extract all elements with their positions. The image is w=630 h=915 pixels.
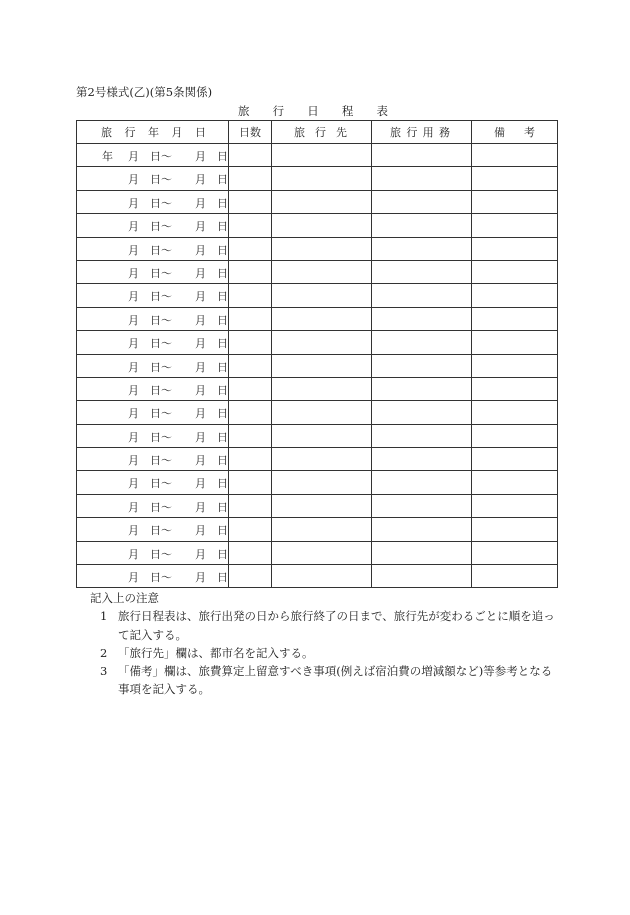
table-title	[238, 103, 388, 119]
table-row	[77, 307, 558, 330]
table-row	[77, 377, 558, 400]
note-item	[100, 644, 560, 662]
purpose-cell[interactable]	[372, 377, 472, 400]
destination-cell[interactable]	[272, 167, 372, 190]
purpose-cell[interactable]	[372, 565, 472, 588]
destination-cell[interactable]	[272, 401, 372, 424]
date-cell[interactable]	[77, 377, 229, 400]
date-day-to: 日	[217, 173, 228, 187]
date-day-to: 日	[217, 196, 228, 210]
date-month-from: 月	[128, 313, 139, 327]
date-day-to: 日	[217, 243, 228, 257]
note-text: 旅行日程表は、旅行出発の日から旅行終了の日まで、旅行先が変わるごとに順を追って記入する。	[118, 609, 555, 642]
purpose-cell[interactable]	[372, 214, 472, 237]
title-char: 表	[376, 104, 388, 118]
purpose-cell[interactable]	[372, 307, 472, 330]
table-row	[77, 494, 558, 517]
date-day-from: 日〜	[150, 313, 172, 327]
date-month-to: 月	[195, 313, 206, 327]
destination-cell[interactable]	[272, 354, 372, 377]
purpose-cell[interactable]	[372, 260, 472, 283]
table-row	[77, 237, 558, 260]
date-day-from: 日〜	[150, 337, 172, 351]
date-month-to: 月	[195, 524, 206, 538]
date-month-from: 月	[128, 500, 139, 514]
days-cell[interactable]	[229, 565, 272, 588]
table-row	[77, 424, 558, 447]
date-day-to: 日	[217, 524, 228, 538]
remarks-cell[interactable]	[472, 424, 558, 447]
date-day-from: 日〜	[150, 360, 172, 374]
remarks-cell[interactable]	[472, 354, 558, 377]
table-row	[77, 401, 558, 424]
days-cell[interactable]	[229, 354, 272, 377]
remarks-cell[interactable]	[472, 448, 558, 471]
purpose-cell[interactable]	[372, 424, 472, 447]
destination-cell[interactable]	[272, 331, 372, 354]
note-text: 「旅行先」欄は、都市名を記入する。	[118, 645, 314, 660]
header-purpose: 旅 行 用 務	[372, 121, 472, 144]
destination-cell[interactable]	[272, 377, 372, 400]
date-day-from: 日〜	[150, 243, 172, 257]
date-month-to: 月	[195, 547, 206, 561]
date-day-to: 日	[217, 547, 228, 561]
days-cell[interactable]	[229, 518, 272, 541]
header-destination: 旅 行 先	[272, 121, 372, 144]
date-cell[interactable]	[77, 401, 229, 424]
date-month-to: 月	[195, 196, 206, 210]
title-char: 行	[272, 104, 285, 118]
purpose-cell[interactable]	[372, 167, 472, 190]
date-day-to: 日	[217, 313, 228, 327]
purpose-cell[interactable]	[372, 541, 472, 564]
date-day-from: 日〜	[150, 454, 172, 468]
date-month-from: 月	[128, 360, 139, 374]
notes-heading: 記入上の注意	[90, 591, 159, 605]
date-month-to: 月	[195, 383, 206, 397]
remarks-cell[interactable]	[472, 494, 558, 517]
date-cell[interactable]	[77, 214, 229, 237]
title-char: 旅	[238, 104, 250, 118]
date-cell[interactable]	[77, 448, 229, 471]
days-cell[interactable]	[229, 284, 272, 307]
days-cell[interactable]	[229, 260, 272, 283]
destination-cell[interactable]	[272, 518, 372, 541]
date-day-to: 日	[217, 266, 228, 280]
table-row	[77, 331, 558, 354]
date-month-from: 月	[128, 266, 139, 280]
date-cell[interactable]	[77, 494, 229, 517]
date-cell[interactable]	[77, 354, 229, 377]
date-day-to: 日	[217, 220, 228, 234]
date-day-to: 日	[217, 454, 228, 468]
table-row	[77, 448, 558, 471]
destination-cell[interactable]	[272, 494, 372, 517]
date-month-from: 月	[128, 243, 139, 257]
date-day-from: 日〜	[150, 430, 172, 444]
date-month-to: 月	[195, 337, 206, 351]
date-month-to: 月	[195, 477, 206, 491]
date-cell[interactable]	[77, 284, 229, 307]
days-cell[interactable]	[229, 144, 272, 167]
destination-cell[interactable]	[272, 284, 372, 307]
date-day-to: 日	[217, 337, 228, 351]
remarks-cell[interactable]	[472, 401, 558, 424]
days-cell[interactable]	[229, 307, 272, 330]
date-month-from: 月	[128, 407, 139, 421]
days-cell[interactable]	[229, 424, 272, 447]
date-month-from: 月	[128, 547, 139, 561]
date-month-to: 月	[195, 360, 206, 374]
date-cell[interactable]	[77, 144, 229, 167]
days-cell[interactable]	[229, 190, 272, 213]
date-day-to: 日	[217, 571, 228, 585]
days-cell[interactable]	[229, 494, 272, 517]
date-day-to: 日	[217, 360, 228, 374]
remarks-cell[interactable]	[472, 471, 558, 494]
date-cell[interactable]	[77, 471, 229, 494]
date-day-to: 日	[217, 430, 228, 444]
date-month-to: 月	[195, 173, 206, 187]
purpose-cell[interactable]	[372, 331, 472, 354]
date-day-from: 日〜	[150, 196, 172, 210]
destination-cell[interactable]	[272, 307, 372, 330]
date-day-from: 日〜	[150, 500, 172, 514]
date-day-to: 日	[217, 477, 228, 491]
purpose-cell[interactable]	[372, 448, 472, 471]
date-cell[interactable]	[77, 237, 229, 260]
purpose-cell[interactable]	[372, 284, 472, 307]
date-month-from: 月	[128, 337, 139, 351]
date-cell[interactable]	[77, 260, 229, 283]
destination-cell[interactable]	[272, 190, 372, 213]
purpose-cell[interactable]	[372, 144, 472, 167]
days-cell[interactable]	[229, 541, 272, 564]
date-month-from: 月	[128, 220, 139, 234]
header-days: 日数	[229, 121, 272, 144]
date-month-to: 月	[195, 243, 206, 257]
date-month-from: 月	[128, 524, 139, 538]
table-row	[77, 354, 558, 377]
purpose-cell[interactable]	[372, 190, 472, 213]
date-year: 年	[102, 150, 113, 163]
date-month-to: 月	[195, 454, 206, 468]
days-cell[interactable]	[229, 448, 272, 471]
purpose-cell[interactable]	[372, 471, 472, 494]
remarks-cell[interactable]	[472, 190, 558, 213]
date-month-to: 月	[195, 430, 206, 444]
purpose-cell[interactable]	[372, 354, 472, 377]
days-cell[interactable]	[229, 377, 272, 400]
date-day-from: 日〜	[150, 547, 172, 561]
header-remarks: 備 考	[472, 121, 558, 144]
date-cell[interactable]	[77, 331, 229, 354]
date-day-from: 日〜	[150, 173, 172, 187]
destination-cell[interactable]	[272, 144, 372, 167]
header-row	[77, 121, 558, 144]
date-day-to: 日	[217, 500, 228, 514]
date-month-to: 月	[195, 407, 206, 421]
days-cell[interactable]	[229, 167, 272, 190]
date-month-to: 月	[195, 290, 206, 304]
date-day-from: 日〜	[150, 407, 172, 421]
days-cell[interactable]	[229, 471, 272, 494]
remarks-cell[interactable]	[472, 144, 558, 167]
purpose-cell[interactable]	[372, 518, 472, 541]
date-cell[interactable]	[77, 541, 229, 564]
date-day-from: 日〜	[150, 477, 172, 491]
purpose-cell[interactable]	[372, 237, 472, 260]
table-row	[77, 214, 558, 237]
date-month-from: 月	[128, 571, 139, 585]
table-row	[77, 471, 558, 494]
destination-cell[interactable]	[272, 237, 372, 260]
remarks-cell[interactable]	[472, 307, 558, 330]
table-row	[77, 541, 558, 564]
date-day-from: 日〜	[150, 383, 172, 397]
date-month-to: 月	[195, 266, 206, 280]
entry-notes	[90, 589, 560, 699]
days-cell[interactable]	[229, 401, 272, 424]
date-month-from: 月	[128, 430, 139, 444]
table-row	[77, 284, 558, 307]
days-cell[interactable]	[229, 214, 272, 237]
title-char: 程	[341, 104, 354, 118]
destination-cell[interactable]	[272, 448, 372, 471]
destination-cell[interactable]	[272, 424, 372, 447]
remarks-cell[interactable]	[472, 377, 558, 400]
table-row	[77, 518, 558, 541]
days-cell[interactable]	[229, 237, 272, 260]
note-item	[100, 607, 560, 644]
days-cell[interactable]	[229, 331, 272, 354]
date-day-to: 日	[217, 150, 228, 163]
date-cell[interactable]	[77, 190, 229, 213]
date-month-from: 月	[128, 173, 139, 187]
note-number: 2	[100, 645, 108, 660]
remarks-cell[interactable]	[472, 541, 558, 564]
date-day-to: 日	[217, 383, 228, 397]
remarks-cell[interactable]	[472, 260, 558, 283]
remarks-cell[interactable]	[472, 518, 558, 541]
date-month-from: 月	[128, 383, 139, 397]
date-cell[interactable]	[77, 565, 229, 588]
destination-cell[interactable]	[272, 214, 372, 237]
date-day-from: 日〜	[150, 290, 172, 304]
note-text: 「備考」欄は、旅費算定上留意すべき事項(例えば宿泊費の増減額など)等参考となる事項を記入する。	[118, 664, 553, 697]
table-row	[77, 260, 558, 283]
header-travel-date: 旅 行 年 月 日	[77, 121, 229, 144]
purpose-cell[interactable]	[372, 494, 472, 517]
date-day-from: 日〜	[150, 266, 172, 280]
remarks-cell[interactable]	[472, 565, 558, 588]
note-number: 3	[100, 664, 108, 679]
date-cell[interactable]	[77, 424, 229, 447]
date-month-to: 月	[195, 220, 206, 234]
table-row	[77, 190, 558, 213]
date-cell[interactable]	[77, 167, 229, 190]
remarks-cell[interactable]	[472, 167, 558, 190]
date-day-from: 日〜	[150, 150, 172, 163]
date-month-to: 月	[195, 571, 206, 585]
itinerary-rows	[77, 144, 558, 588]
date-day-from: 日〜	[150, 220, 172, 234]
date-month-from: 月	[128, 196, 139, 210]
title-char: 日	[307, 104, 319, 118]
date-cell[interactable]	[77, 307, 229, 330]
date-month-from: 月	[128, 290, 139, 304]
date-cell[interactable]	[77, 518, 229, 541]
destination-cell[interactable]	[272, 260, 372, 283]
table-row	[77, 144, 558, 167]
date-month-to: 月	[195, 150, 206, 163]
purpose-cell[interactable]	[372, 401, 472, 424]
remarks-cell[interactable]	[472, 237, 558, 260]
date-month-to: 月	[195, 500, 206, 514]
date-month-from: 月	[128, 454, 139, 468]
date-month-from: 月	[128, 477, 139, 491]
remarks-cell[interactable]	[472, 214, 558, 237]
remarks-cell[interactable]	[472, 331, 558, 354]
date-day-to: 日	[217, 290, 228, 304]
date-day-from: 日〜	[150, 524, 172, 538]
note-item	[100, 662, 560, 699]
destination-cell[interactable]	[272, 541, 372, 564]
destination-cell[interactable]	[272, 471, 372, 494]
itinerary-table	[76, 120, 558, 588]
remarks-cell[interactable]	[472, 284, 558, 307]
destination-cell[interactable]	[272, 565, 372, 588]
note-number: 1	[100, 609, 108, 624]
table-row	[77, 565, 558, 588]
table-row	[77, 167, 558, 190]
form-number-label: 第2号様式(乙)(第5条関係)	[76, 85, 213, 99]
date-day-to: 日	[217, 407, 228, 421]
date-month-from: 月	[128, 150, 139, 163]
date-day-from: 日〜	[150, 571, 172, 585]
